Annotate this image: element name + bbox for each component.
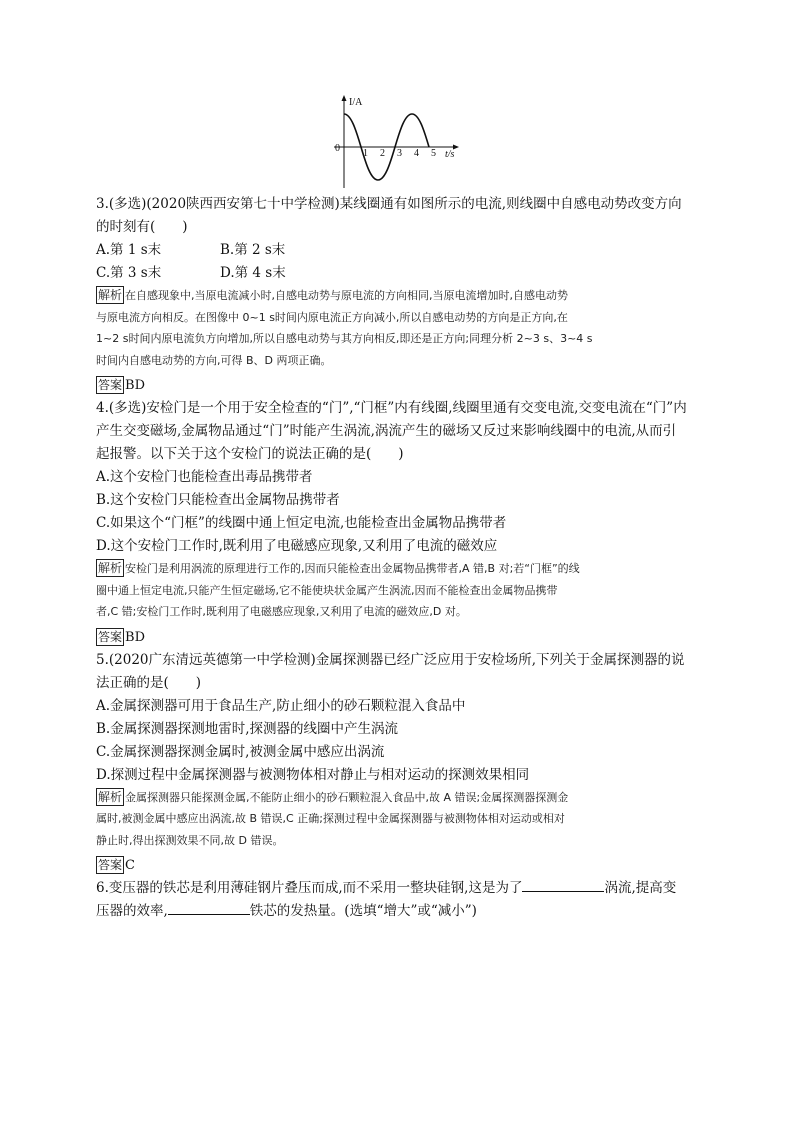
q6-line-2 (96, 900, 706, 923)
question-6 (96, 877, 706, 923)
q3-option-d: D.第 4 s末 (220, 265, 286, 281)
q6-blank-2[interactable] (168, 900, 250, 915)
q5-analysis-tag: 解析 (98, 789, 123, 804)
q5-analysis-line-1: 金属探测器只能探测金属,不能防止细小的砂石颗粒混入食品中,故 A 错误;金属探测器探测金 (125, 790, 569, 804)
q4-analysis (96, 558, 706, 623)
y-axis-label: I/A (349, 97, 363, 108)
q4-option-d: D.这个安检门工作时,既利用了电磁感应现象,又利用了电流的磁效应 (96, 538, 498, 554)
q5-answer (96, 854, 706, 877)
q6-blank-1[interactable] (522, 877, 604, 892)
q5-stem-line-2: 法正确的是( ) (96, 674, 202, 691)
q4-stem-line-2: 产生交变磁场,金属物品通过“门”时能产生涡流,涡流产生的磁场又反过来影响线圈中的电流,从而引 (96, 423, 677, 439)
q5-option-b: B.金属探测器探测地雷时,探测器的线圈中产生涡流 (96, 720, 399, 737)
q3-analysis (96, 285, 706, 371)
q3-option-b: B.第 2 s末 (220, 242, 286, 258)
q4-analysis-line-1: 安检门是利用涡流的原理进行工作的,因而只能检查出金属物品携带者,A 错,B 对;若“门框”的线 (125, 562, 580, 575)
q3-options-row-2 (96, 262, 706, 285)
question-4 (96, 397, 706, 649)
tick-label-1: 1 (363, 148, 368, 159)
q3-analysis-line-4: 时间内自感电动势的方向,可得 B、D 两项正确。 (96, 353, 332, 367)
q5-option-c: C.金属探测器探测金属时,被测金属中感应出涡流 (96, 743, 385, 760)
tick-label-4: 4 (414, 148, 419, 159)
q3-option-a: A.第 1 s末 (96, 242, 162, 258)
q3-answer (96, 374, 706, 397)
graph-svg (328, 92, 468, 192)
origin-label: 0 (335, 143, 340, 154)
q3-stem-line-1: 3.(多选)(2020陕西西安第七十中学检测)某线圈通有如图所示的电流,则线圈中自感电动势改变方向 (96, 196, 682, 212)
q5-stem-line-1: 5.(2020广东清远英德第一中学检测)金属探测器已经广泛应用于安检场所,下列关于金属探测器的说 (96, 651, 685, 668)
tick-label-5: 5 (431, 148, 436, 159)
question-list (96, 193, 706, 923)
q3-option-c: C.第 3 s末 (96, 265, 162, 281)
q5-option-d: D.探测过程中金属探测器与被测物体相对静止与相对运动的探测效果相同 (96, 766, 530, 783)
q6-text-4: 铁芯的发热量。(选填“增大”或“减小”) (249, 903, 477, 919)
q5-option-a: A.金属探测器可用于食品生产,防止细小的砂石颗粒混入食品中 (96, 697, 466, 714)
q3-answer-value: BD (125, 378, 145, 393)
q3-analysis-line-2: 与原电流方向相反。在图像中 0~1 s时间内原电流正方向减小,所以自感电动势的方向是正方向,在 (96, 310, 568, 324)
tick-label-3: 3 (397, 148, 402, 159)
q4-answer (96, 626, 706, 649)
q3-analysis-line-3: 1~2 s时间内原电流负方向增加,所以自感电动势与其方向相反,即还是正方向;同理分析 2~3 s、3~4 s (96, 332, 593, 345)
q4-answer-tag: 答案 (98, 629, 123, 644)
q3-answer-tag: 答案 (98, 378, 123, 392)
q4-option-a: A.这个安检门也能检查出毒品携带者 (96, 469, 313, 485)
q3-options-row-1 (96, 239, 706, 262)
q6-text-1: 6.变压器的铁芯是利用薄硅钢片叠压而成,而不采用一整块硅钢,这是为了 (96, 880, 523, 896)
q4-option-b: B.这个安检门只能检查出金属物品携带者 (96, 492, 340, 508)
current-time-graph (328, 92, 468, 192)
q5-answer-value: C (125, 858, 135, 873)
q4-analysis-line-3: 者,C 错;安检门工作时,既利用了电磁感应现象,又利用了电流的磁效应,D 对。 (96, 605, 467, 618)
q6-text-2: 涡流,提高变 (604, 880, 677, 896)
q5-answer-tag: 答案 (98, 858, 123, 872)
q4-option-c: C.如果这个“门框”的线圈中通上恒定电流,也能检查出金属物品携带者 (96, 515, 507, 531)
q5-analysis-line-3: 静止时,得出探测效果不同,故 D 错误。 (96, 833, 284, 847)
q5-analysis-line-2: 属时,被测金属中感应出涡流,故 B 错误,C 正确;探测过程中金属探测器与被测物体相对运动或相对 (96, 812, 565, 825)
x-axis-label: t/s (445, 149, 455, 160)
q4-stem-line-1: 4.(多选)安检门是一个用于安全检查的“门”,“门框”内有线圈,线圈里通有交变电流,交变电流在“门”内 (96, 400, 687, 416)
tick-label-2: 2 (380, 148, 385, 159)
q3-analysis-line-1: 在自感现象中,当原电流减小时,自感电动势与原电流的方向相同,当原电流增加时,自感电动势 (125, 289, 568, 302)
q5-analysis (96, 787, 706, 852)
q4-analysis-tag: 解析 (98, 561, 123, 575)
q6-text-3: 压器的效率, (96, 903, 168, 919)
y-axis-arrow (342, 95, 347, 101)
q3-analysis-tag: 解析 (98, 288, 123, 302)
q4-stem-line-3: 起报警。以下关于这个安检门的说法正确的是( ) (96, 446, 404, 462)
q4-answer-value: BD (125, 629, 145, 645)
question-5 (96, 649, 706, 878)
q4-analysis-line-2: 圈中通上恒定电流,只能产生恒定磁场,它不能使块状金属产生涡流,因而不能检查出金属物品携带 (96, 583, 558, 597)
q6-line-1 (96, 877, 706, 900)
question-3 (96, 193, 706, 397)
q3-stem-line-2: 的时刻有( ) (96, 219, 188, 235)
